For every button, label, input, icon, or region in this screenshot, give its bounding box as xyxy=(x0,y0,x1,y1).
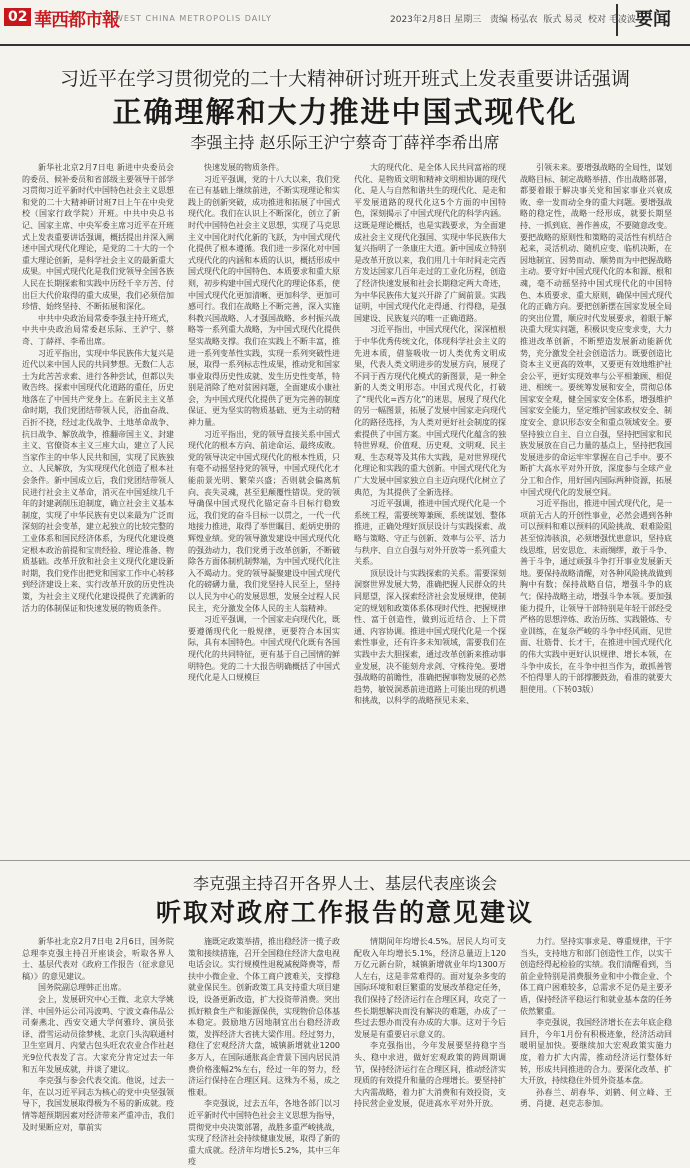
paragraph: 新华社北京2月7日电 新进中央委员会的委员、候补委员和省部级主要领导干部学习贯彻习近平新时代中国特色社会主义思想和党的二十大精神研讨班7日上午在中央党校（国家行政学院）开班。中共中央总书记、国家主席、中央军委主席习近平在开班式上发表重要讲话强调，概括提出并深入阐述中国式现代化理论，是党的二十大的一个重大理论创新，是科学社会主义的最新重大成果。中国式现代化是我们党领导全国各族人民在长期探索和实践中历经千辛万苦、付出巨大代价取得的重大成果，我们必须倍加珍惜、始终坚持、不断拓展和深化。 xyxy=(22,163,174,312)
article2 xyxy=(0,860,690,1167)
article2-column xyxy=(520,936,672,1109)
article1-column xyxy=(188,162,340,860)
article1-column xyxy=(22,162,174,860)
paragraph: 习近平强调，推进中国式现代化是一个系统工程，需要统筹兼顾、系统谋划、整体推进，正确处理好顶层设计与实践探索、战略与策略、守正与创新、效率与公平、活力与秩序、自立自强与对外开放等一系列重大关系。 xyxy=(354,499,506,567)
paragraph: 中共中央政治局常委李强主持开班式，中共中央政治局常委赵乐际、王沪宁、蔡奇、丁薛祥、李希出席。 xyxy=(22,313,174,346)
paragraph: 会上，发展研究中心王微、北京大学姚洋、中国外运公司冯波鸣、宁波文森伟品公司秦燕北、西安交通大学何雅玲、演员张译、滑雪运动员徐梦桃、北京门头沟联通村卫生室周月、内蒙古包头旺农农业合作社赵光9位代表发了言。大家充分肯定过去一年和五年发展成就，并谈了建议。 xyxy=(22,994,174,1074)
paragraph: 习近平强调，一个国家走向现代化，既要遵循现代化一般规律，更要符合本国实际，具有本国特色。中国式现代化既有各国现代化的共同特征，更有基于自己国情的鲜明特色。党的二十大报告明确概括了中国式现代化是人口规模巨 xyxy=(188,615,340,683)
paragraph: 习近平指出，中国式现代化，深深植根于中华优秀传统文化，体现科学社会主义的先进本质，借鉴吸收一切人类优秀文明成果，代表人类文明进步的发展方向，展现了不同于西方现代化模式的新图景，是一种全新的人类文明形态。中国式现代化，打破了“现代化=西方化”的迷思，展现了现代化的另一幅图景，拓展了发展中国家走向现代化的路径选择，为人类对更好社会制度的探索提供了中国方案。中国式现代化蕴含的独特世界观、价值观、历史观、文明观、民主观、生态观等及其伟大实践，是对世界现代化理论和实践的重大创新。中国式现代化为广大发展中国家独立自主迈向现代化树立了典范，为其提供了全新选择。 xyxy=(354,325,506,497)
editor-credit: 责编 杨弘农 xyxy=(489,15,538,25)
paragraph: 李克强说，过去五年，各地各部门以习近平新时代中国特色社会主义思想为指导，贯彻党中央决策部署，战胜多重严峻挑战，实现了经济社会持续健康发展，取得了新的重大成就。经济年均增长5.2%，其中三年疫 xyxy=(188,1099,340,1167)
paragraph: 李克强与参会代表交流。他说，过去一年，在以习近平同志为核心的党中央坚强领导下，我国发展取得极为不易的新成就。疫情等超预期因素对经济带来严重冲击，我们及时果断应对，靠前实 xyxy=(22,1076,174,1132)
masthead xyxy=(0,0,690,46)
article1-body xyxy=(22,162,672,862)
paragraph: 顶层设计与实践探索的关系。需要深刻洞察世界发展大势，准确把握人民群众的共同愿望，深入探索经济社会发展规律，使制定的规划和政策体系体现时代性、把握规律性、富于创造性，做到远近结合、上下贯通、内容协调。推进中国式现代化是一个探索性事业，还有许多未知领域，需要我们在实践中去大胆探索，通过改革创新来推动事业发展，决不能刻舟求剑、守株待兔。要增强战略的前瞻性，准确把握事物发展的必然趋势，敏锐洞悉前进道路上可能出现的机遇和挑战，以科学的战略预见未来、 xyxy=(354,568,506,706)
article2-column xyxy=(188,936,340,1167)
paragraph: 习近平强调，党的十八大以来，我们党在已有基础上继续前进，不断实现理论和实践上的创新突破，成功推进和拓展了中国式现代化。我们在认识上不断深化，创立了新时代中国特色社会主义思想，实现了马克思主义中国化时代化新的飞跃，为中国式现代化提供了根本遵循。我们进一步深化对中国式现代化的内涵和本质的认识，概括形成中国式现代化的中国特色、本质要求和重大原则，初步构建中国式现代化的理论体系，使中国式现代化更加清晰、更加科学、更加可感可行。我们在战略上不断完善，深入实施科教兴国战略、人才强国战略、乡村振兴战略等一系列重大战略，为中国式现代化提供坚实战略支撑。我们在实践上不断丰富，推进一系列变革性实践，实现一系列突破性进展，取得一系列标志性成果，推动党和国家事业取得历史性成就、发生历史性变革，特别是消除了绝对贫困问题，全面建成小康社会，为中国式现代化提供了更为完善的制度保证、更为坚实的物质基础、更为主动的精神力量。 xyxy=(188,174,340,428)
proof-credit: 校对 毛凌波 xyxy=(588,15,636,25)
newspaper-logo: 華西都市報 xyxy=(34,10,119,31)
article1-byline: 李强主持 赵乐际王沪宁蔡奇丁薛祥李希出席 xyxy=(190,133,500,152)
article2-column xyxy=(354,936,506,1109)
paragraph: 大的现代化、是全体人民共同富裕的现代化、是物质文明和精神文明相协调的现代化、是人与自然和谐共生的现代化、是走和平发展道路的现代化这5个方面的中国特色，深刻揭示了中国式现代化的科学内涵。这既是理论概括，也是实践要求，为全面建成社会主义现代化强国、实现中华民族伟大复兴指明了一条康庄大道。新中国成立特别是改革开放以来，我们用几十年时间走完西方发达国家几百年走过的工业化历程，创造了经济快速发展和社会长期稳定两大奇迹，为中华民族伟大复兴开辟了广阔前景。实践证明，中国式现代化走得通、行得稳，是强国建设、民族复兴的唯一正确道路。 xyxy=(354,163,506,323)
paragraph: 新华社北京2月7日电 2月6日，国务院总理李克强主持召开座谈会，听取各界人士、基层代表对《政府工作报告（征求意见稿）》的意见建议。 xyxy=(22,937,174,981)
article1-headline: 正确理解和大力推进中国式现代化 xyxy=(112,95,578,129)
issue-date: 2023年2月8日 星期三 xyxy=(390,15,482,25)
article1-column xyxy=(520,162,672,860)
paragraph: 情期间年均增长4.5%。居民人均可支配收入年均增长5.1%，经济总量迈上120万亿元新台阶，城镇新增就业年均1300万人左右，这是非常难得的。面对复杂多变的国际环境和艰巨繁重的发展改革稳定任务，我们保持了经济运行在合理区间，攻克了一些长期想解决而没有解决的难题，办成了一些过去想办而没有办成的大事。这对于今后发展是有重要启示意义的。 xyxy=(354,937,506,1039)
article2-body xyxy=(22,936,672,1167)
article1-kicker: 习近平在学习贯彻党的二十大精神研讨班开班式上发表重要讲话强调 xyxy=(59,68,630,90)
paragraph: 国务院副总理韩正出席。 xyxy=(38,983,126,993)
paragraph: 习近平指出，推进中国式现代化，是一项前无古人的开创性事业，必然会遇到各种可以预料和难以预料的风险挑战、艰难险阻甚至惊涛骇浪，必须增强忧患意识，坚持底线思维，居安思危、未雨绸缪，敢于斗争、善于斗争，通过顽强斗争打开事业发展新天地。要保持战略清醒，对各种风险挑战做到胸中有数；保持战略自信，增强斗争的底气；保持战略主动，增强斗争本领。要加强能力提升，让领导干部特别是年轻干部经受严格的思想淬炼、政治历练、实践锻炼、专业训练，在复杂严峻的斗争中经风雨、见世面、壮筋骨、长才干，在推进中国式现代化的伟大实践中更好认识规律、增长本领，在斗争中成长，在斗争中担当作为，敢抓善管不怕得罪人的干部撑腰鼓劲，看准的就要大胆使用。（下转03版） xyxy=(520,499,672,694)
paragraph: 孙春兰、胡春华、刘鹤、何立峰、王勇、肖捷、赵克志参加。 xyxy=(520,1087,672,1109)
paragraph: 李克强说，我国经济增长在去年底企稳回升，今年1月份有积极迹象，经济活动回暖明显加快。要继续加大宏观政策实施力度，着力扩大内需，推动经济运行整体好转，形成共同推进的合力。要深化改革、扩大开放，持续稳住外贸外资基本盘。 xyxy=(520,1018,672,1086)
paragraph: 施既定政策举措，推出稳经济一揽子政策和接续措施，召开全国稳住经济大盘电视电话会议。实行规模性退税减税降费等，帮扶中小微企业、个体工商户渡难关，支撑稳就业保民生。创新政策工具支持重大项目建设，设备更新改造，扩大投资带消费。突出抓好粮食生产和能源保供，实现物价总体基本稳定。鼓励地方因地制宜出台稳经济政策，发挥经济大省挑大梁作用。经过努力，稳住了宏观经济大盘，城镇新增就业1200多万人，在国际通胀高企背景下国内居民消费价格涨幅2%左右，经过一年的努力，经济运行保持在合理区间。这殊为不易，成之惟艰。 xyxy=(188,937,340,1097)
paragraph: 李克强指出，今年发展要坚持稳字当头、稳中求进，做好宏观政策的跨周期调节，保持经济运行在合理区间，推动经济实现质的有效提升和量的合理增长。要坚持扩大内需战略，着力扩大消费和有效投资，支持民营企业发展，促进高水平对外开放。 xyxy=(354,1041,506,1109)
paragraph: 习近平指出，党的领导直接关系中国式现代化的根本方向、前途命运、最终成败。党的领导决定中国式现代化的根本性质，只有毫不动摇坚持党的领导，中国式现代化才能前景光明、繁荣兴盛；否则就会偏离航向、丧失灵魂，甚至犯颠覆性错误。党的领导确保中国式现代化锚定奋斗目标行稳致远，我们党的奋斗目标一以贯之，一代一代地接力推进，取得了举世瞩目、彪炳史册的辉煌业绩。党的领导激发建设中国式现代化的强劲动力，我们党勇于改革创新，不断破除各方面体制机制弊端，为中国式现代化注入不竭动力。党的领导凝聚建设中国式现代化的磅礴力量，我们党坚持人民至上，坚持以人民为中心的发展思想，发展全过程人民民主，充分激发全体人民的主人翁精神。 xyxy=(188,429,340,613)
section-label: 要闻 xyxy=(616,4,688,36)
paragraph: 快速发展的物质条件。 xyxy=(204,163,284,172)
paragraph: 习近平指出，实现中华民族伟大复兴是近代以来中国人民的共同梦想。无数仁人志士为此苦苦求索、进行各种尝试，但都以失败告终。探索中国现代化道路的重任，历史地落在了中国共产党身上。在新民主主义革命时期，我们党团结带领人民，浴血奋战、百折不挠，经过北伐战争、土地革命战争、抗日战争、解放战争，推翻帝国主义、封建主义、官僚资本主义三座大山，建立了人民当家作主的中华人民共和国，实现了民族独立、人民解放，为实现现代化创造了根本社会条件。新中国成立后，我们党团结带领人民进行社会主义革命，消灭在中国延续几千年的封建剥削压迫制度，确立社会主义基本制度，实现了中华民族有史以来最为广泛而深刻的社会变革，建立起独立的比较完整的工业体系和国民经济体系，为现代化建设奠定根本政治前提和宝贵经验、理论准备、物质基础。改革开放和社会主义现代化建设新时期，我们党作出把党和国家工作中心转移到经济建设上来、实行改革开放的历史性决策，为社会主义现代化建设提供了充满新的活力的体制保证和快速发展的物质条件。 xyxy=(22,348,174,613)
article2-headline: 听取对政府工作报告的意见建议 xyxy=(155,898,534,927)
issue-meta xyxy=(390,12,636,25)
article2-column xyxy=(22,936,174,1132)
page-number: 02 xyxy=(4,8,31,26)
designer-credit: 版式 易灵 xyxy=(543,15,583,25)
paragraph: 引领未来。要增强战略的全局性，谋划战略目标、制定战略举措、作出战略部署，都要着眼于解决事关党和国家事业兴衰成败、牵一发而动全身的重大问题。要增强战略的稳定性，战略一经形成，就要长期坚持、一抓到底、善作善成，不要随意改变。要把战略的原则性和策略的灵活性有机结合起来，灵活机动、随机应变、临机决断，在因地制宜、因势而动、顺势而为中把握战略主动。要守好中国式现代化的本和源、根和魂，毫不动摇坚持中国式现代化的中国特色、本质要求、重大原则，确保中国式现代化的正确方向。要把创新摆在国家发展全局的突出位置，顺应时代发展要求，着眼于解决重大现实问题，积极识变应变求变，大力推进改革创新，不断塑造发展新动能新优势，充分激发全社会创造活力。既要创造比资本主义更高的效率，又要更有效地维护社会公平，更好实现效率与公平相兼顾、相促进、相统一。要统筹发展和安全，贯彻总体国家安全观，健全国家安全体系，增强维护国家安全能力，坚定维护国家政权安全、制度安全、意识形态安全和重点领域安全。要坚持独立自主、自立自强，坚持把国家和民族发展放在自己力量的基点上，坚持把我国发展进步的命运牢牢掌握在自己手中。要不断扩大高水平对外开放，深度参与全球产业分工和合作，用好国内国际两种资源，拓展中国式现代化的发展空间。 xyxy=(520,163,672,497)
paragraph: 力行。坚持实事求是、尊重规律，干字当头，支持地方和部门创造性工作，以实干创造经得起检验的实绩。我们清醒看到，当前企业特别是消费服务业和中小微企业、个体工商户困难较多，总需求不足仍是主要矛盾，保持经济平稳运行和就业基本盘的任务依然繁重。 xyxy=(520,937,672,1016)
article1-column xyxy=(354,162,506,860)
newspaper-logo-english: WEST CHINA METROPOLIS DAILY xyxy=(115,14,272,23)
article2-kicker: 李克强主持召开各界人士、基层代表座谈会 xyxy=(192,874,497,893)
